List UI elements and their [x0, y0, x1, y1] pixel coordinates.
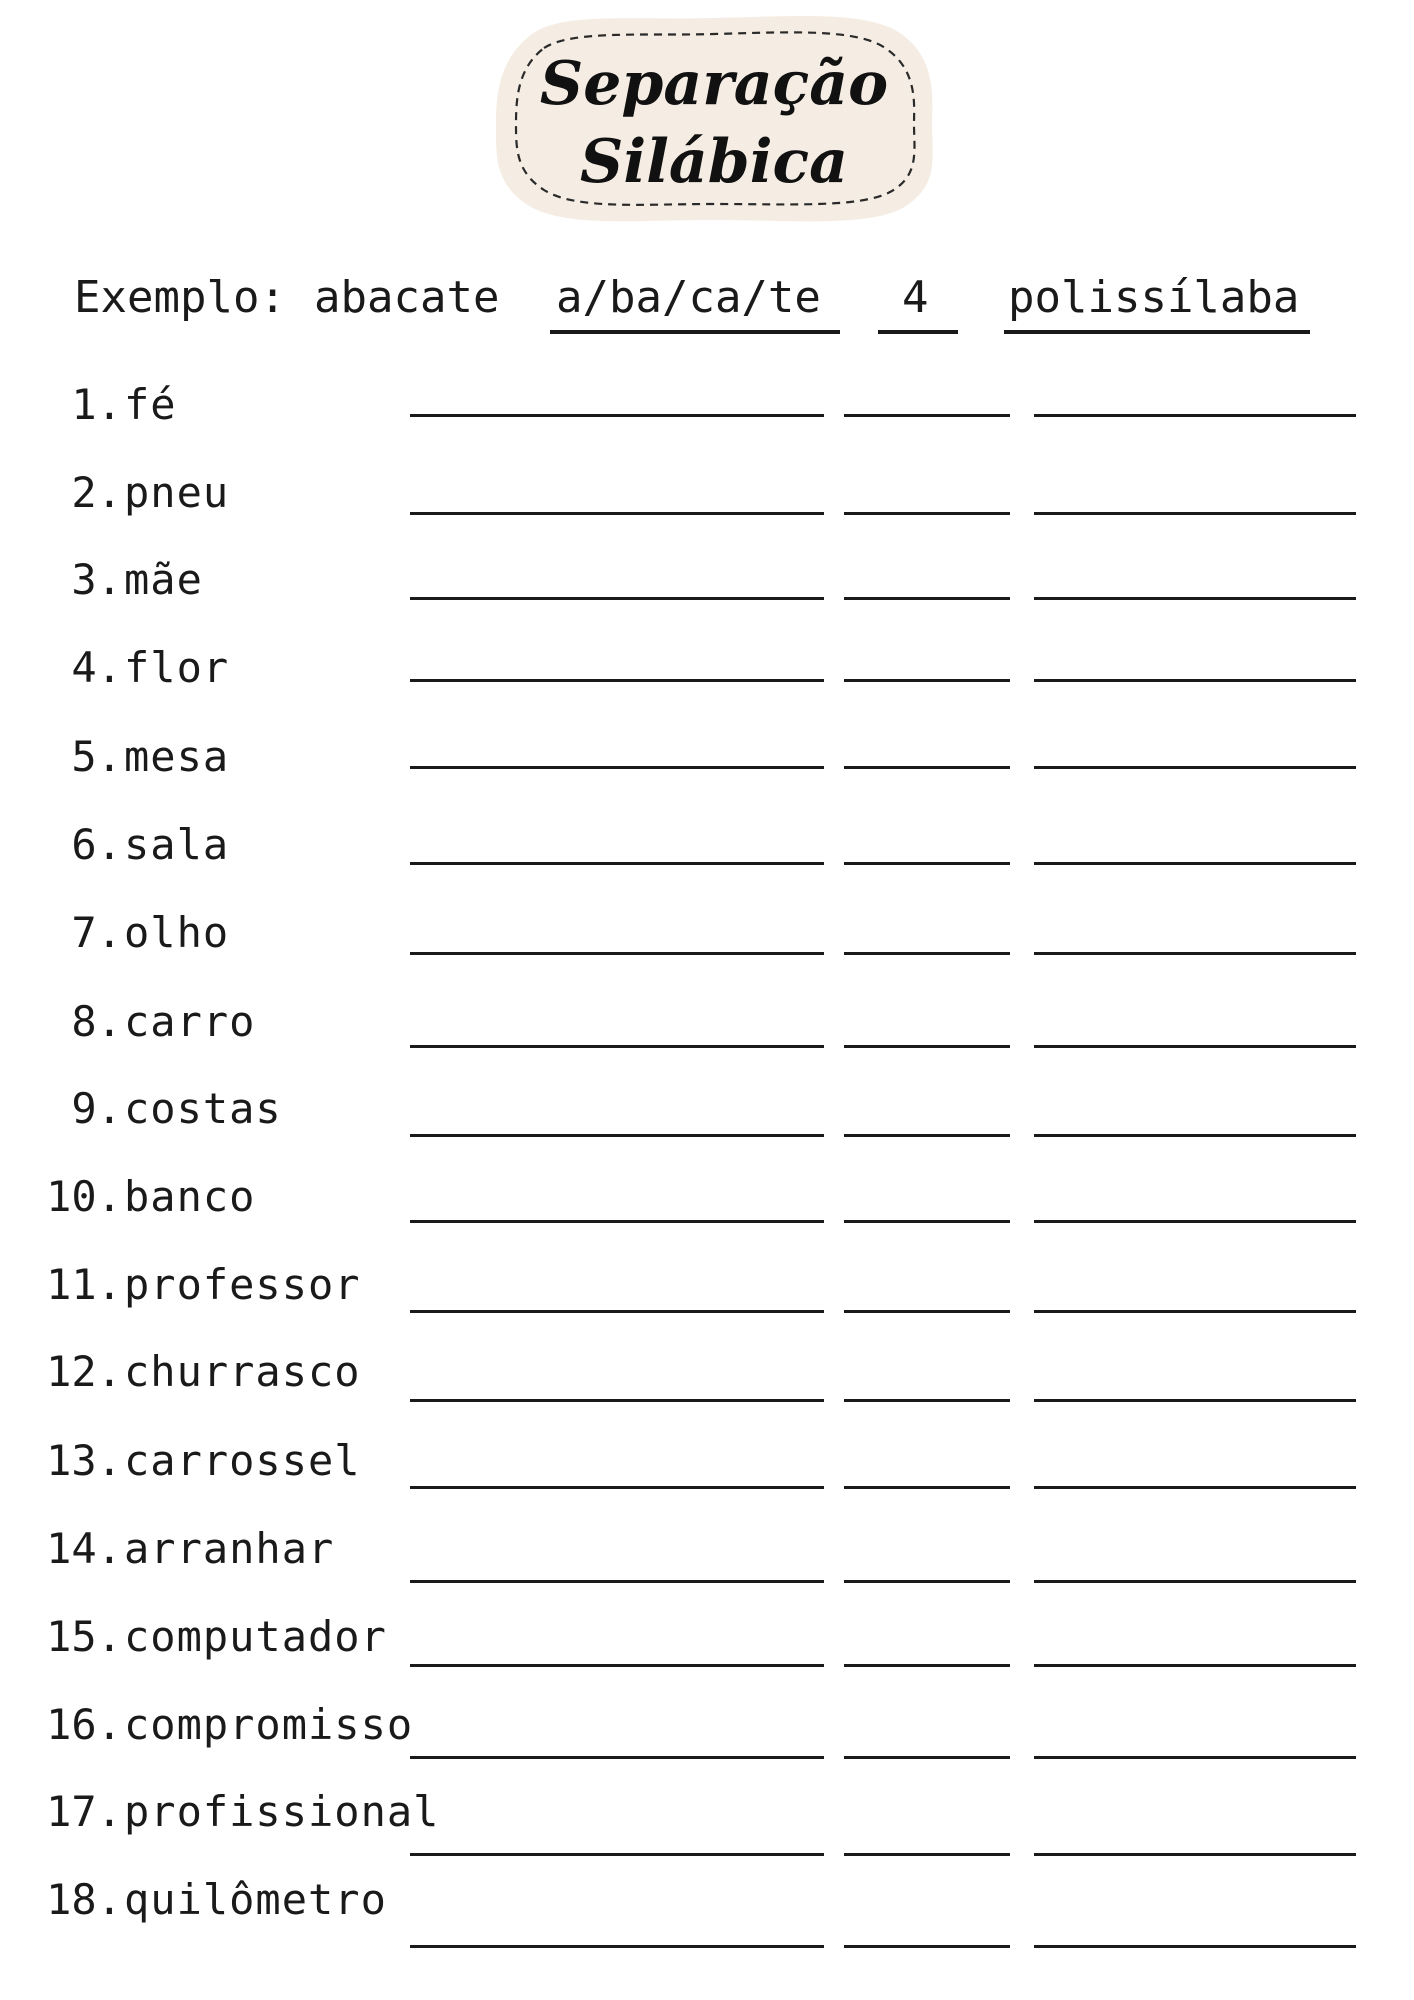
exercise-item	[0, 1875, 1414, 1959]
count-answer-line[interactable]	[844, 862, 1010, 865]
exercise-item	[0, 1436, 1414, 1520]
classification-answer-line[interactable]	[1034, 1045, 1356, 1048]
item-number: 3.	[71, 555, 122, 604]
item-number: 1.	[71, 380, 122, 429]
title-badge	[492, 14, 936, 224]
example-classification-rule	[1004, 330, 1310, 334]
item-number: 17.	[46, 1787, 122, 1836]
item-number: 10.	[46, 1172, 122, 1221]
item-number: 16.	[46, 1700, 122, 1749]
count-answer-line[interactable]	[844, 597, 1010, 600]
syllables-answer-line[interactable]	[410, 1580, 824, 1583]
classification-answer-line[interactable]	[1034, 1399, 1356, 1402]
example-word: abacate	[314, 272, 500, 323]
classification-answer-line[interactable]	[1034, 414, 1356, 417]
item-number: 14.	[46, 1524, 122, 1573]
item-word: quilômetro	[124, 1875, 387, 1924]
example-syllables-rule	[550, 330, 840, 334]
item-number: 13.	[46, 1436, 122, 1485]
count-answer-line[interactable]	[844, 1945, 1010, 1948]
exercise-item	[0, 1260, 1414, 1344]
classification-answer-line[interactable]	[1034, 1945, 1356, 1948]
syllables-answer-line[interactable]	[410, 1399, 824, 1402]
count-answer-line[interactable]	[844, 414, 1010, 417]
count-answer-line[interactable]	[844, 1399, 1010, 1402]
title-line-1: Separação	[539, 49, 889, 119]
count-answer-line[interactable]	[844, 1045, 1010, 1048]
example-classification: polissílaba	[1008, 272, 1300, 323]
item-word: fé	[124, 380, 177, 429]
count-answer-line[interactable]	[844, 1310, 1010, 1313]
syllables-answer-line[interactable]	[410, 1045, 824, 1048]
item-word: olho	[124, 908, 230, 957]
item-number: 9.	[71, 1084, 122, 1133]
item-word: banco	[124, 1172, 256, 1221]
syllables-answer-line[interactable]	[410, 1945, 824, 1948]
count-answer-line[interactable]	[844, 512, 1010, 515]
exercise-item	[0, 732, 1414, 816]
item-word: arranhar	[124, 1524, 335, 1573]
classification-answer-line[interactable]	[1034, 1220, 1356, 1223]
item-number: 5.	[71, 732, 122, 781]
item-word: flor	[124, 643, 230, 692]
exercise-item	[0, 820, 1414, 904]
exercise-item	[0, 468, 1414, 552]
count-answer-line[interactable]	[844, 1853, 1010, 1856]
classification-answer-line[interactable]	[1034, 1134, 1356, 1137]
syllables-answer-line[interactable]	[410, 512, 824, 515]
exercise-item	[0, 1347, 1414, 1431]
classification-answer-line[interactable]	[1034, 1853, 1356, 1856]
classification-answer-line[interactable]	[1034, 1310, 1356, 1313]
syllables-answer-line[interactable]	[410, 1486, 824, 1489]
item-word: carro	[124, 997, 256, 1046]
exercise-item	[0, 1524, 1414, 1608]
count-answer-line[interactable]	[844, 679, 1010, 682]
item-word: computador	[124, 1612, 387, 1661]
syllables-answer-line[interactable]	[410, 1664, 824, 1667]
syllables-answer-line[interactable]	[410, 597, 824, 600]
classification-answer-line[interactable]	[1034, 512, 1356, 515]
exercise-item	[0, 997, 1414, 1081]
item-number: 15.	[46, 1612, 122, 1661]
exercise-item	[0, 1084, 1414, 1168]
syllables-answer-line[interactable]	[410, 1134, 824, 1137]
count-answer-line[interactable]	[844, 1664, 1010, 1667]
item-word: compromisso	[124, 1700, 414, 1749]
item-word: pneu	[124, 468, 230, 517]
classification-answer-line[interactable]	[1034, 1580, 1356, 1583]
count-answer-line[interactable]	[844, 1486, 1010, 1489]
item-number: 8.	[71, 997, 122, 1046]
syllables-answer-line[interactable]	[410, 1756, 824, 1759]
syllables-answer-line[interactable]	[410, 952, 824, 955]
classification-answer-line[interactable]	[1034, 679, 1356, 682]
item-number: 6.	[71, 820, 122, 869]
exercise-item	[0, 380, 1414, 464]
example-count-rule	[878, 330, 958, 334]
count-answer-line[interactable]	[844, 766, 1010, 769]
item-word: sala	[124, 820, 230, 869]
item-number: 2.	[71, 468, 122, 517]
exercise-item	[0, 908, 1414, 992]
count-answer-line[interactable]	[844, 1134, 1010, 1137]
count-answer-line[interactable]	[844, 1220, 1010, 1223]
item-word: churrasco	[124, 1347, 361, 1396]
item-word: profissional	[124, 1787, 440, 1836]
exercise-item	[0, 643, 1414, 727]
exercise-item	[0, 1700, 1414, 1784]
classification-answer-line[interactable]	[1034, 1664, 1356, 1667]
exercise-item	[0, 1787, 1414, 1871]
item-word: mãe	[124, 555, 203, 604]
classification-answer-line[interactable]	[1034, 952, 1356, 955]
item-word: mesa	[124, 732, 230, 781]
syllables-answer-line[interactable]	[410, 1220, 824, 1223]
classification-answer-line[interactable]	[1034, 597, 1356, 600]
syllables-answer-line[interactable]	[410, 766, 824, 769]
item-word: costas	[124, 1084, 282, 1133]
count-answer-line[interactable]	[844, 1756, 1010, 1759]
syllables-answer-line[interactable]	[410, 679, 824, 682]
classification-answer-line[interactable]	[1034, 1756, 1356, 1759]
title-line-2: Silábica	[580, 127, 848, 197]
item-word: carrossel	[124, 1436, 361, 1485]
count-answer-line[interactable]	[844, 952, 1010, 955]
exercise-item	[0, 555, 1414, 639]
syllables-answer-line[interactable]	[410, 1853, 824, 1856]
syllables-answer-line[interactable]	[410, 1310, 824, 1313]
classification-answer-line[interactable]	[1034, 766, 1356, 769]
classification-answer-line[interactable]	[1034, 1486, 1356, 1489]
item-number: 7.	[71, 908, 122, 957]
syllables-answer-line[interactable]	[410, 862, 824, 865]
item-number: 4.	[71, 643, 122, 692]
example-syllables: a/ba/ca/te	[556, 272, 821, 323]
syllables-answer-line[interactable]	[410, 414, 824, 417]
classification-answer-line[interactable]	[1034, 862, 1356, 865]
item-word: professor	[124, 1260, 361, 1309]
item-number: 11.	[46, 1260, 122, 1309]
count-answer-line[interactable]	[844, 1580, 1010, 1583]
example-label: Exemplo:	[74, 272, 286, 323]
item-number: 18.	[46, 1875, 122, 1924]
item-number: 12.	[46, 1347, 122, 1396]
example-row	[0, 270, 1414, 350]
exercise-item	[0, 1172, 1414, 1256]
exercise-item	[0, 1612, 1414, 1696]
example-count: 4	[902, 272, 929, 323]
